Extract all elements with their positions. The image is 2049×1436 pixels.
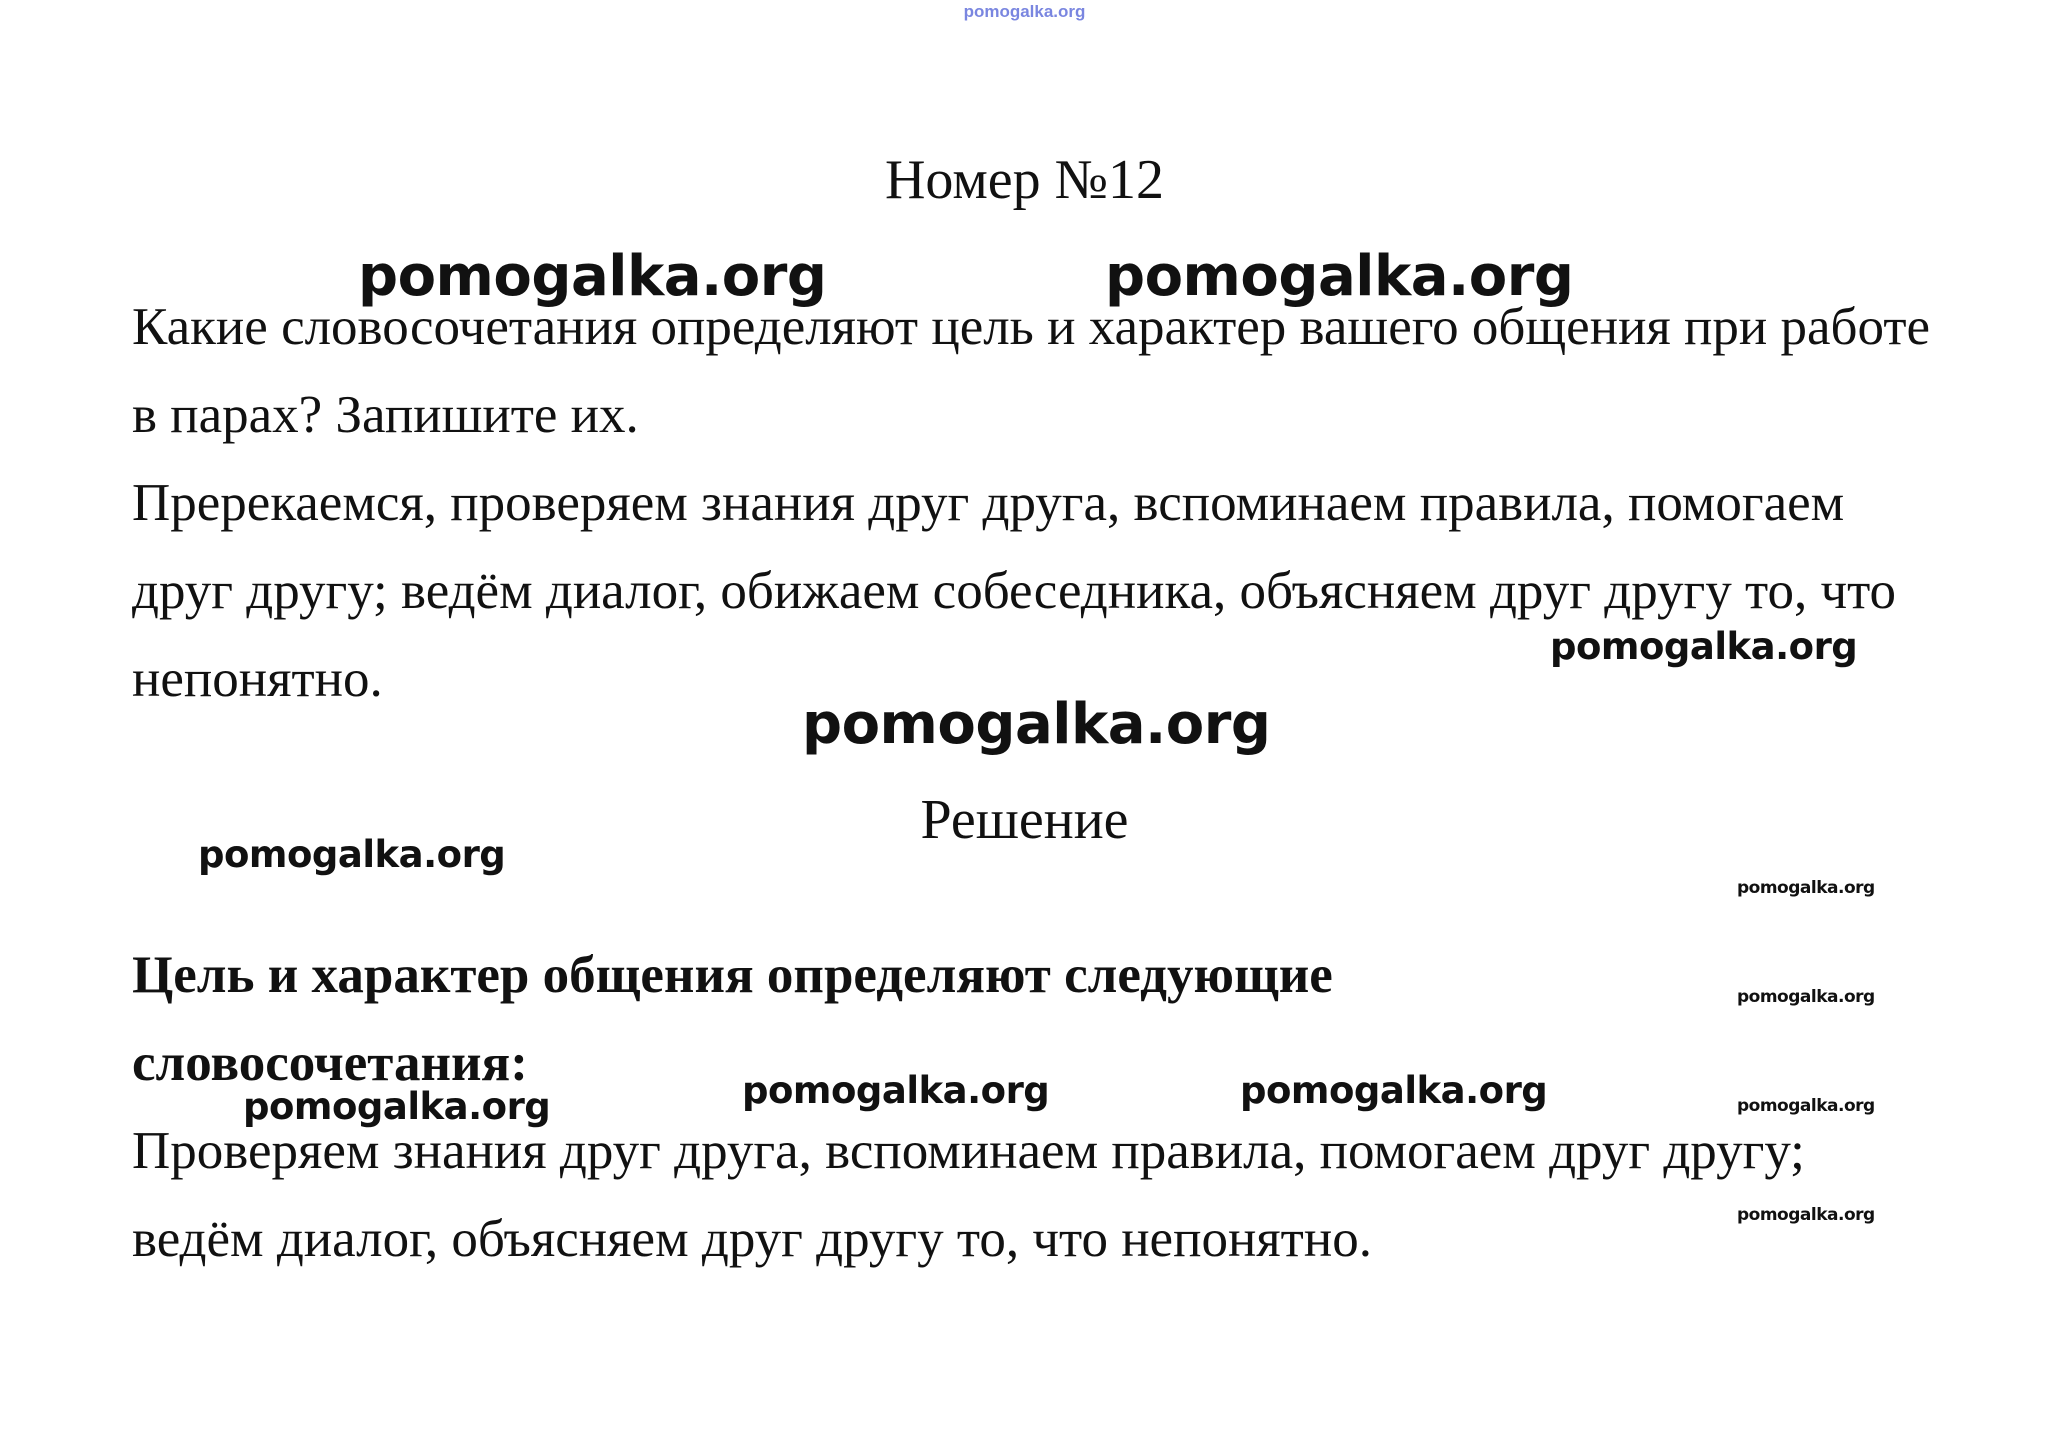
watermark-11: pomogalka.org [1737,1096,1875,1116]
watermark-2: pomogalka.org [1105,244,1574,309]
watermark-3: pomogalka.org [1550,625,1858,668]
options-text: Пререкаемся, проверяем знания друг друга, вспоминаем правила, помогаем друг другу; ведём диалог, обижаем собеседника, объясняем друг другу то, что непонятно. [132,474,1897,708]
solution-heading: Решение [920,789,1129,851]
page-title: Номер №12 [884,149,1165,211]
watermark-1: pomogalka.org [358,244,827,309]
watermark-4: pomogalka.org [802,692,1271,757]
watermark-12: pomogalka.org [1737,1205,1875,1225]
answer-text: Проверяем знания друг друга, вспоминаем правила, помогаем друг другу; ведём диалог, объясняем друг другу то, что непонятно. [132,1122,1805,1268]
watermark-10: pomogalka.org [243,1085,551,1128]
watermark-8: pomogalka.org [742,1069,1050,1112]
watermark-7: pomogalka.org [1737,987,1875,1007]
top-watermark: pomogalka.org [963,2,1086,21]
watermark-9: pomogalka.org [1240,1069,1548,1112]
answer-heading: Цель и характер общения определяют следующие словосочетания: [132,946,1333,1092]
watermark-5: pomogalka.org [198,833,506,876]
question-text: Какие словосочетания определяют цель и характер вашего общения при работе в парах? Запишите их. [132,298,1931,444]
watermark-6: pomogalka.org [1737,878,1875,898]
